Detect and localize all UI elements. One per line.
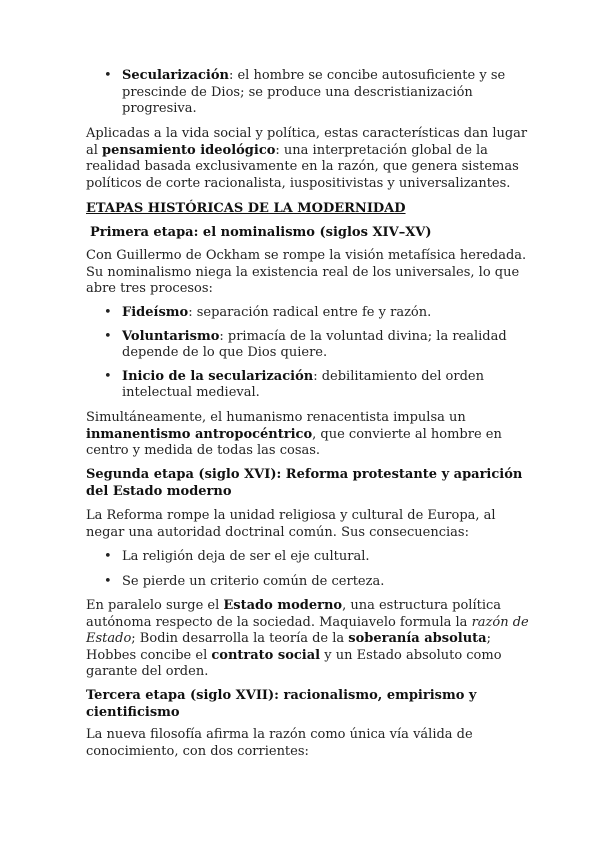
procesos-list <box>104 305 514 402</box>
bullet-icon: • <box>104 573 112 589</box>
term-razon-de-estado: razón de Estado <box>86 614 529 646</box>
list-item <box>104 305 514 322</box>
paragraph-text: Aplicadas a la vida social y política, estas características dan lugar al <box>86 126 528 158</box>
paragraph-text: , que convierte al hombre en centro y medida de todas las cosas. <box>86 426 502 458</box>
heading-primera-etapa: Primera etapa: el nominalismo (siglos XIV–XV) <box>90 225 432 240</box>
paragraph-aplicadas <box>86 126 531 192</box>
bullet-text: : debilitamiento del orden intelectual medieval. <box>122 368 484 400</box>
paragraph-text: ; Hobbes concibe el <box>86 631 491 663</box>
bullet-text: Se pierde un criterio común de certeza. <box>122 573 385 589</box>
paragraph-text: ; Bodin desarrolla la teoría de la <box>131 631 349 646</box>
term-inmanentismo: inmanentismo antropocéntrico <box>86 426 313 442</box>
term-contrato-social: contrato social <box>211 647 321 663</box>
term-fideismo: Fideísmo <box>122 305 189 320</box>
term-voluntarismo: Voluntarismo <box>122 328 220 344</box>
paragraph-text: Simultáneamente, el humanismo renacentista impulsa un <box>86 410 466 425</box>
heading-segunda-etapa: Segunda etapa (siglo XVI): Reforma protestante y aparición del Estado moderno <box>86 467 523 499</box>
consecuencias-list <box>104 549 514 590</box>
paragraph-text: , una estructura política autónoma respecto de la sociedad. Maquiavelo formula la <box>86 598 502 630</box>
bullet-icon: • <box>104 368 112 384</box>
list-item <box>104 329 514 362</box>
term-soberania-absoluta: soberanía absoluta <box>348 631 487 646</box>
bullet-icon: • <box>104 305 112 320</box>
bullet-text: La religión deja de ser el eje cultural. <box>122 549 370 564</box>
bullet-icon: • <box>104 68 112 83</box>
paragraph-text: En paralelo surge el <box>86 598 224 613</box>
section-title: ETAPAS HISTÓRICAS DE LA MODERNIDAD <box>86 201 406 216</box>
paragraph-reforma: La Reforma rompe la unidad religiosa y cultural de Europa, al negar una autoridad doctrinal común. Sus consecuencias: <box>86 508 496 540</box>
term-estado-moderno: Estado moderno <box>223 598 343 613</box>
paragraph-text: : una interpretación global de la realidad basada exclusivamente en la razón, que genera sistemas políticos de corte racionalista, iuspositivistas y universalizantes. <box>86 142 519 191</box>
list-item <box>104 369 514 402</box>
intro-bullet-list <box>104 68 514 118</box>
paragraph-estado-moderno <box>86 598 531 681</box>
paragraph-humanismo <box>86 410 531 460</box>
term-pensamiento-ideologico: pensamiento ideológico <box>102 142 276 158</box>
list-item <box>104 574 514 591</box>
bullet-icon: • <box>104 328 112 344</box>
term-inicio-secularizacion: Inicio de la secularización <box>122 368 314 384</box>
term-secularizacion: Secularización <box>122 68 229 83</box>
list-item <box>104 68 514 118</box>
paragraph-text: y un Estado absoluto como garante del orden. <box>86 647 502 679</box>
bullet-text: : separación radical entre fe y razón. <box>188 305 432 320</box>
list-item <box>104 549 514 566</box>
bullet-text: : primacía de la voluntad divina; la realidad depende de lo que Dios quiere. <box>122 328 507 360</box>
bullet-icon: • <box>104 549 112 564</box>
paragraph-ockham: Con Guillermo de Ockham se rompe la visión metafísica heredada. Su nominalismo niega la existencia real de los universales, lo que abre tres procesos: <box>86 248 527 296</box>
paragraph-nueva-filosofia: La nueva filosofía afirma la razón como única vía válida de conocimiento, con dos corrientes: <box>86 727 473 759</box>
bullet-text: : el hombre se concibe autosuficiente y se prescinde de Dios; se produce una descristianización progresiva. <box>122 68 506 116</box>
heading-tercera-etapa: Tercera etapa (siglo XVII): racionalismo, empirismo y cientificismo <box>86 688 477 720</box>
